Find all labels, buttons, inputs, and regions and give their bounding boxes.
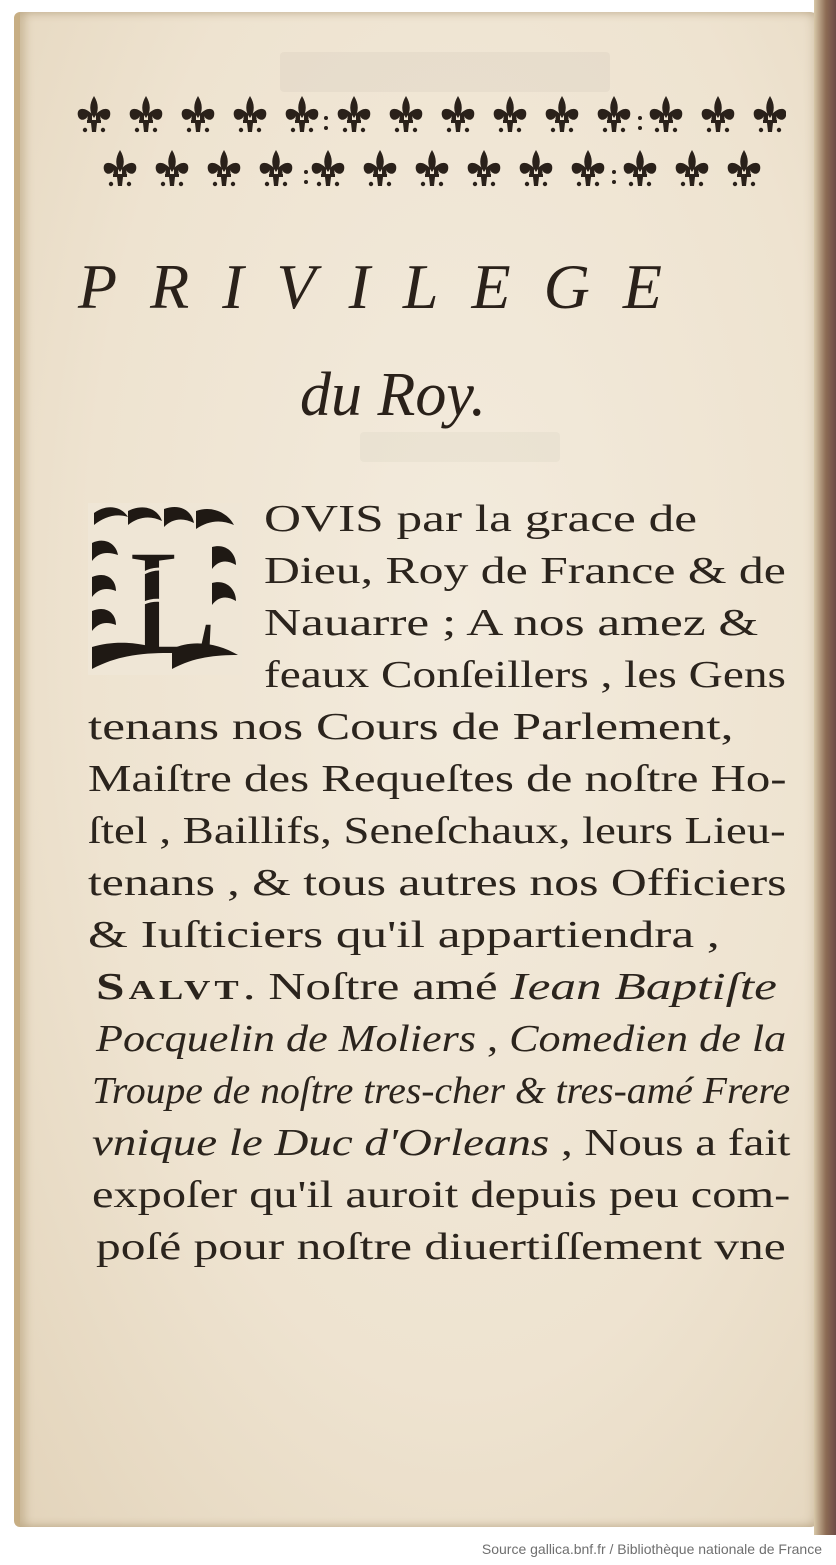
text-run: Pocquelin de Moliers: [96, 1018, 477, 1060]
text-run: & Iuſticiers qu'il appartiendra ,: [88, 914, 720, 956]
text-run: Nauarre ; A nos amez &: [264, 602, 759, 644]
source-credit: Source gallica.bnf.fr / Bibliothèque nationale de France: [481, 1541, 822, 1557]
text-line: [92, 1072, 790, 1110]
text-run: tenans nos Cours de Parlement,: [88, 706, 734, 748]
text-run: vnique le Duc d'Orleans: [92, 1122, 550, 1164]
text-run: Dieu, Roy de France & de: [264, 550, 786, 592]
text-line: [88, 760, 787, 798]
text-run: Iean Baptiſte: [510, 966, 777, 1008]
text-line: [264, 552, 786, 590]
text-line: [264, 656, 786, 694]
show-through-shadow: [360, 432, 560, 462]
ornament-row-bottom: [104, 150, 761, 186]
text-line: [96, 1228, 786, 1266]
page-subtitle: du Roy.: [300, 361, 486, 429]
text-run: poſé pour noſtre diuertiſſement vne: [96, 1226, 786, 1268]
text-line: [264, 604, 758, 642]
fleur-de-lis-ornament: [74, 88, 786, 198]
text-run: tenans , & tous autres nos Officiers: [88, 862, 787, 904]
text-line: [88, 708, 733, 746]
text-run: ,: [476, 1018, 510, 1060]
text-run: . Noſtre amé: [242, 966, 511, 1008]
text-run: Salvt: [96, 966, 243, 1008]
text-line: [96, 968, 777, 1006]
text-run: Comedien de la: [509, 1018, 787, 1060]
text-run: Maiſtre des Requeſtes de noſtre Ho-: [88, 758, 787, 800]
page-title: PRIVILEGE: [78, 251, 695, 322]
book-edge: [814, 0, 836, 1535]
text-line: [88, 916, 720, 954]
text-run: feaux Conſeillers , les Gens: [264, 654, 786, 696]
text-run: OVIS par la grace de: [264, 498, 698, 540]
ornament-row-top: [78, 96, 786, 132]
show-through-shadow: [280, 52, 610, 92]
text-run: expoſer qu'il auroit depuis peu com-: [92, 1174, 791, 1216]
decorated-initial-L: [88, 503, 242, 675]
text-line: [92, 1176, 790, 1214]
text-line: [88, 812, 786, 850]
dropcap-letter: L: [128, 520, 220, 675]
text-line: [88, 864, 786, 902]
source-footer: [0, 1535, 836, 1565]
text-line: [264, 500, 697, 538]
text-run: Troupe de noſtre tres-cher & tres-amé Frere: [92, 1070, 791, 1112]
text-run: ſtel , Baillifs, Seneſchaux, leurs Lieu-: [88, 810, 786, 852]
text-line: [96, 1020, 786, 1058]
text-run: , Nous a fait: [549, 1122, 791, 1164]
text-line: [92, 1124, 790, 1162]
